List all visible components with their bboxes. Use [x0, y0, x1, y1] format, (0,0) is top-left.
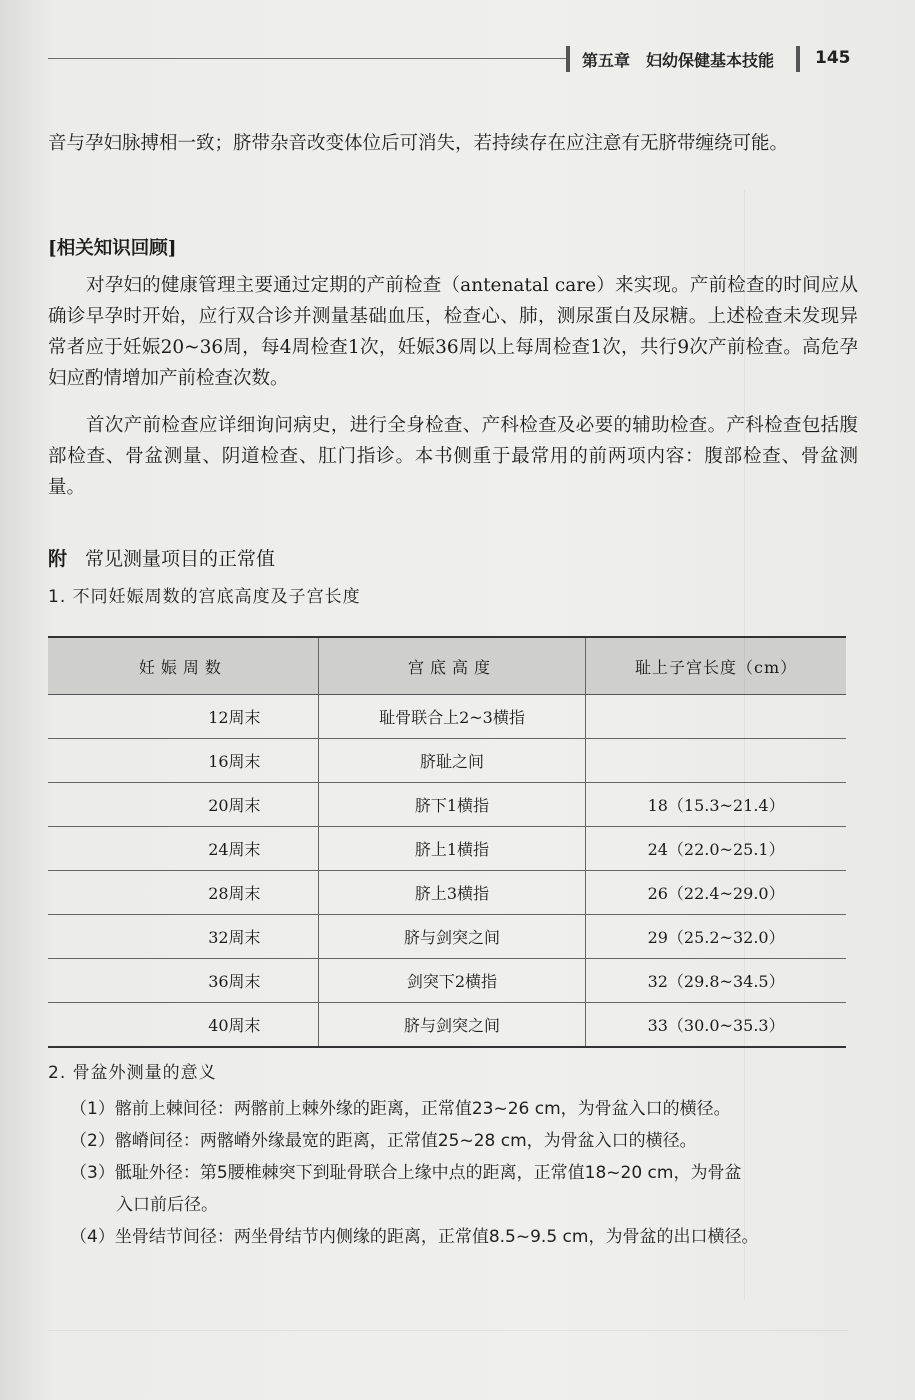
table-row: [48, 871, 846, 915]
table-row: [48, 783, 846, 827]
pelvis-section-title: 2. 骨盆外测量的意义: [48, 1063, 217, 1083]
list-item: [70, 1157, 860, 1189]
cell-week: 36周末: [48, 959, 318, 1003]
cell-week: 20周末: [48, 783, 318, 827]
cell-fundal-height: 脐耻之间: [318, 739, 585, 783]
header-divider: [566, 46, 570, 72]
table-header-row: [48, 637, 846, 695]
item-number: （4）: [70, 1227, 115, 1247]
cell-fundal-height: 脐上1横指: [318, 827, 585, 871]
table-row: [48, 959, 846, 1003]
header-divider: [796, 46, 800, 72]
appendix-title: 常见测量项目的正常值: [85, 548, 276, 570]
list-item: [70, 1093, 860, 1125]
cell-fundal-height: 脐与剑突之间: [318, 1003, 585, 1048]
appendix-heading: [48, 544, 275, 571]
column-header: 妊娠周数: [48, 637, 318, 695]
cell-fundal-height: 脐下1横指: [318, 783, 585, 827]
list-item-continuation: 入口前后径。: [116, 1195, 218, 1215]
pelvis-measurement-list: [70, 1093, 860, 1253]
item-number: （1）: [70, 1099, 115, 1119]
cell-uterine-length: 26（22.4~29.0）: [586, 871, 846, 915]
cell-fundal-height: 剑突下2横指: [318, 959, 585, 1003]
section-title: [相关知识回顾]: [48, 238, 177, 259]
paragraph-first-exam: 首次产前检查应详细询问病史，进行全身检查、产科检查及必要的辅助检查。产科检查包括腹部检查、骨盆测量、阴道检查、肛门指诊。本书侧重于最常用的前两项内容：腹部检查、骨盆测量。: [48, 415, 858, 498]
cell-uterine-length: 29（25.2~32.0）: [586, 915, 846, 959]
page-number: 145: [815, 48, 851, 68]
column-header: 宫底高度: [318, 637, 585, 695]
list-item: [70, 1221, 860, 1253]
table-row: [48, 739, 846, 783]
bleed-through-shadow: [744, 190, 865, 1300]
paragraph-continued: 音与孕妇脉搏相一致；脐带杂音改变体位后可消失，若持续存在应注意有无脐带缠绕可能。: [48, 133, 789, 154]
fundal-height-table: [48, 636, 846, 1048]
item-number: （3）: [70, 1163, 115, 1183]
cell-fundal-height: 脐与剑突之间: [318, 915, 585, 959]
cell-week: 32周末: [48, 915, 318, 959]
cell-fundal-height: 脐上3横指: [318, 871, 585, 915]
cell-uterine-length: 18（15.3~21.4）: [586, 783, 846, 827]
header-rule: [48, 58, 566, 59]
paragraph-antenatal-care: 对孕妇的健康管理主要通过定期的产前检查（antenatal care）来实现。产前检查的时间应从确诊早孕时开始，应行双合诊并测量基础血压，检查心、肺，测尿蛋白及尿糖。上述检查未发现异常者应于妊娠20~36周，每4周检查1次，妊娠36周以上每周检查1次，共行9次产前检查。高危孕妇应酌情增加产前检查次数。: [48, 275, 858, 389]
list-item: [70, 1125, 860, 1157]
cell-uterine-length: 33（30.0~35.3）: [586, 1003, 846, 1048]
appendix-mark: 附: [48, 548, 68, 570]
table-row: [48, 1003, 846, 1048]
item-text: 骶耻外径：第5腰椎棘突下到耻骨联合上缘中点的距离，正常值18~20 cm，为骨盆: [114, 1163, 742, 1183]
item-number: （2）: [70, 1131, 115, 1151]
table-row: [48, 915, 846, 959]
cell-week: 16周末: [48, 739, 318, 783]
item-text: 髂前上棘间径：两髂前上棘外缘的距离，正常值23~26 cm，为骨盆入口的横径。: [114, 1099, 731, 1119]
table-caption: 1. 不同妊娠周数的宫底高度及子宫长度: [48, 587, 361, 607]
cell-uterine-length: 24（22.0~25.1）: [586, 827, 846, 871]
item-text: 髂嵴间径：两髂嵴外缘最宽的距离，正常值25~28 cm，为骨盆入口的横径。: [114, 1131, 697, 1151]
cell-week: 24周末: [48, 827, 318, 871]
cell-week: 40周末: [48, 1003, 318, 1048]
cell-week: 12周末: [48, 695, 318, 739]
chapter-title: 第五章 妇幼保健基本技能: [582, 51, 775, 70]
table-row: [48, 827, 846, 871]
bleed-through-rule: [48, 1330, 848, 1331]
cell-fundal-height: 耻骨联合上2~3横指: [318, 695, 585, 739]
item-text: 坐骨结节间径：两坐骨结节内侧缘的距离，正常值8.5~9.5 cm，为骨盆的出口横径。: [114, 1227, 759, 1247]
column-header: 耻上子宫长度（cm）: [586, 637, 846, 695]
cell-week: 28周末: [48, 871, 318, 915]
table-row: [48, 695, 846, 739]
cell-uterine-length: 32（29.8~34.5）: [586, 959, 846, 1003]
